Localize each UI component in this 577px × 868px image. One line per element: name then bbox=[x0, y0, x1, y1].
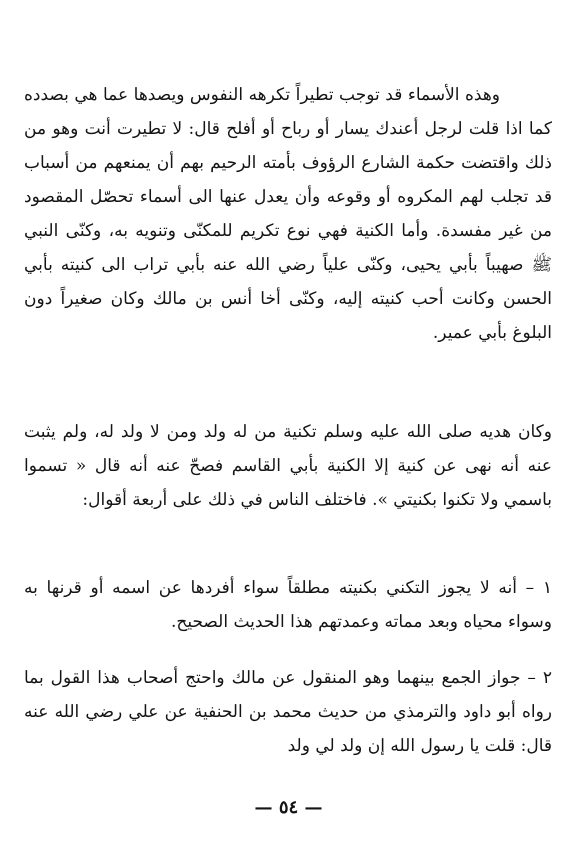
paragraph-prophet-guidance: وكان هديه صلى الله عليه وسلم تكنية من له ولد ومن لا ولد له، ولم يثبت عنه أنه نهى عن كنية إلا الكنية بأبي القاسم فصحّ عنه أنه قال « تسموا باسمي ولا تكنوا بكنيتي ». فاختلف الناس في ذلك على أربعة أقوال: bbox=[24, 422, 552, 510]
paragraph-names-and-kunya: وهذه الأسماء قد توجب تطيراً تكرهه النفوس ويصدها عما هي بصدده كما اذا قلت لرجل أعندك يسار أو رباح أو أفلح قال: لا تطيرت أنت وهو من ذلك واقتضت حكمة الشارع الرؤوف بأمته الرحيم بهم أن يمنعهم من أسباب قد تجلب لهم المكروه أو وقوعه وأن يعدل عنها الى أسماء تحصّل المقصود من غير مفسدة. وأما الكنية فهي نوع تكريم للمكنّى وتنويه به، وكنّى النبي ﷺ صهيباً بأبي يحيى، وكنّى علياً رضي الله عنه بأبي تراب الى كنيته بأبي الحسن وكانت أحب كنيته إليه، وكنّى أخا أنس بن مالك وكان صغيراً دون البلوغ بأبي عمير. bbox=[24, 85, 552, 343]
opinion-2: ٢ – جواز الجمع بينهما وهو المنقول عن مالك واحتج أصحاب هذا القول بما رواه أبو داود والترمذي من حديث محمد بن الحنفية عن علي رضي الله عنه قال: قلت يا رسول الله إن ولد لي ولد bbox=[24, 668, 552, 756]
page-number: — ٥٤ — bbox=[254, 797, 323, 818]
opinion-1: ١ – أنه لا يجوز التكني بكنيته مطلقاً سواء أفردها عن اسمه أو قرنها به وسواء محياه وبعد مماته وعمدتهم هذا الحديث الصحيح. bbox=[24, 578, 552, 632]
